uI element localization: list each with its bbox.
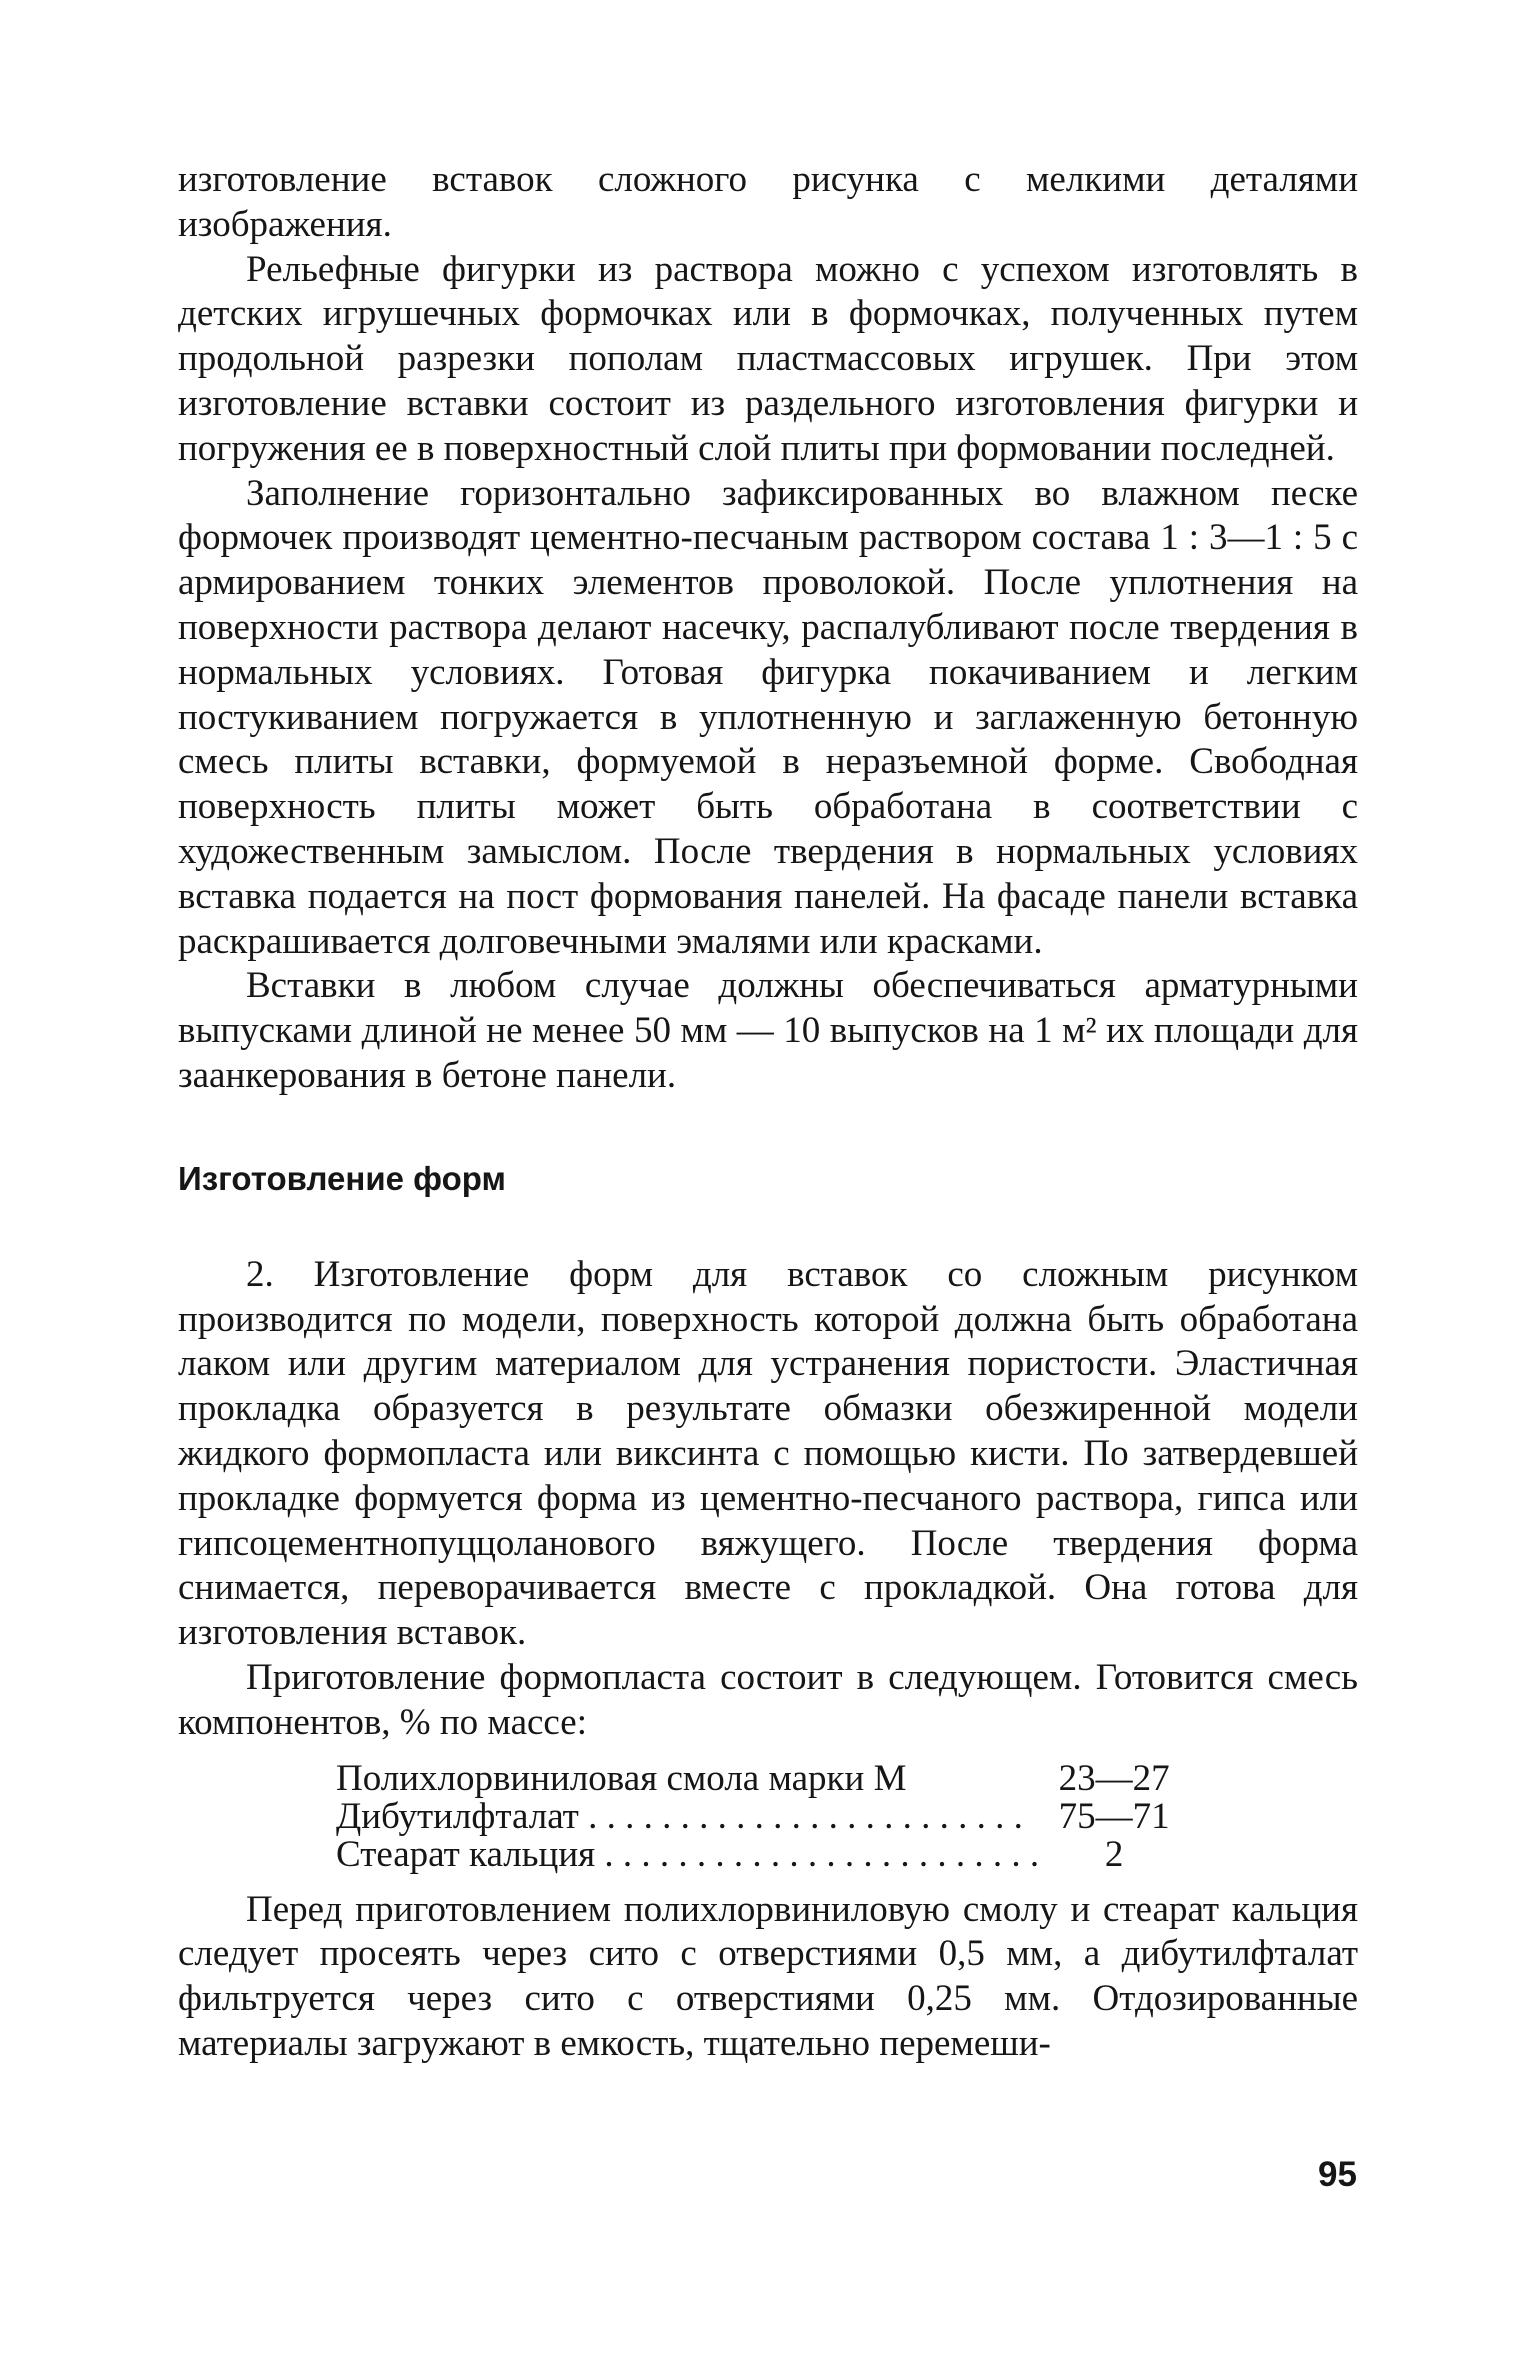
- composition-value: 23—27: [1058, 1757, 1170, 1799]
- composition-row: [336, 1760, 1189, 1798]
- page-number: 95: [1318, 2155, 1357, 2194]
- composition-table: [336, 1757, 1189, 1875]
- composition-value: 2: [1104, 1833, 1124, 1875]
- composition-name: Полихлорвиниловая смола марки М: [336, 1759, 907, 1798]
- composition-row: [336, 1798, 1189, 1836]
- paragraph-mold-making: 2. Изготовление форм для вставок со сложным рисунком производится по модели, поверхность которой должна быть обработана лаком или другим материалом для устранения пористости. Эластичная прокладка образуется в результате обмазки обезжиренной модели жидкого формопласта или виксинта с помощью кисти. По затвердевшей прокладке формуется форма из цементно-песчаного раствора, гипса или гипсоцементнопуццоланового вяжущего. После твердения форма снимается, переворачивается вместе с прокладкой. Она готова для изготовления вставок.: [178, 1253, 1358, 1654]
- paragraph-preparation: Перед приготовлением полихлорвиниловую смолу и стеарат кальция следует просеять через сито с отверстиями 0,5 мм, а дибутилфталат фильтруется через сито с отверстиями 0,25 мм. Отдозированные материалы загружают в емкость, тщательно перемеши-: [178, 1888, 1358, 2064]
- composition-value: 75—71: [1058, 1795, 1170, 1837]
- composition-name: Дибутилфталат . . .: [336, 1798, 1039, 1836]
- page-body: [178, 158, 1358, 2067]
- composition-name: Стеарат кальция . . .: [336, 1836, 1039, 1874]
- paragraph-reinforcement: Вставки в любом случае должны обеспечиваться арматурными выпусками длиной не менее 50 мм — 10 выпусков на 1 м² их площади для заанкерования в бетоне панели.: [178, 965, 1358, 1096]
- paragraph-relief-figures: Рельефные фигурки из раствора можно с успехом изготовлять в детских игрушечных формочках или в формочках, полученных путем продольной разрезки пополам пластмассовых игрушек. При этом изготовление вставки состоит из раздельного изготовления фигурки и погружения ее в поверхностный слой плиты при формовании последней.: [178, 248, 1358, 469]
- paragraph-formoplast-intro: Приготовление формопласта состоит в следующем. Готовится смесь компонентов, % по массе:: [178, 1656, 1358, 1743]
- leader-dots: [579, 1798, 1023, 1836]
- paragraph-continuation: изготовление вставок сложного рисунка с мелкими деталями изображения.: [178, 159, 1358, 245]
- leader-dots: [595, 1836, 1039, 1874]
- composition-row: [336, 1836, 1189, 1874]
- section-heading: Изготовление форм: [178, 1159, 506, 1197]
- paragraph-filling-molds: Заполнение горизонтально зафиксированных во влажном песке формочек производят цементно-песчаным раствором состава 1 : 3—1 : 5 с армированием тонких элементов проволокой. После уплотнения на поверхности раствора делают насечку, распалубливают после твердения в нормальных условиях. Готовая фигурка покачиванием и легким постукиванием погружается в уплотненную и заглаженную бетонную смесь плиты вставки, формуемой в неразъемной форме. Свободная поверхность плиты может быть обработана в соответствии с художественным замыслом. После твердения в нормальных условиях вставка подается на пост формования панелей. На фасаде панели вставка раскрашивается долговечными эмалями или красками.: [178, 472, 1358, 962]
